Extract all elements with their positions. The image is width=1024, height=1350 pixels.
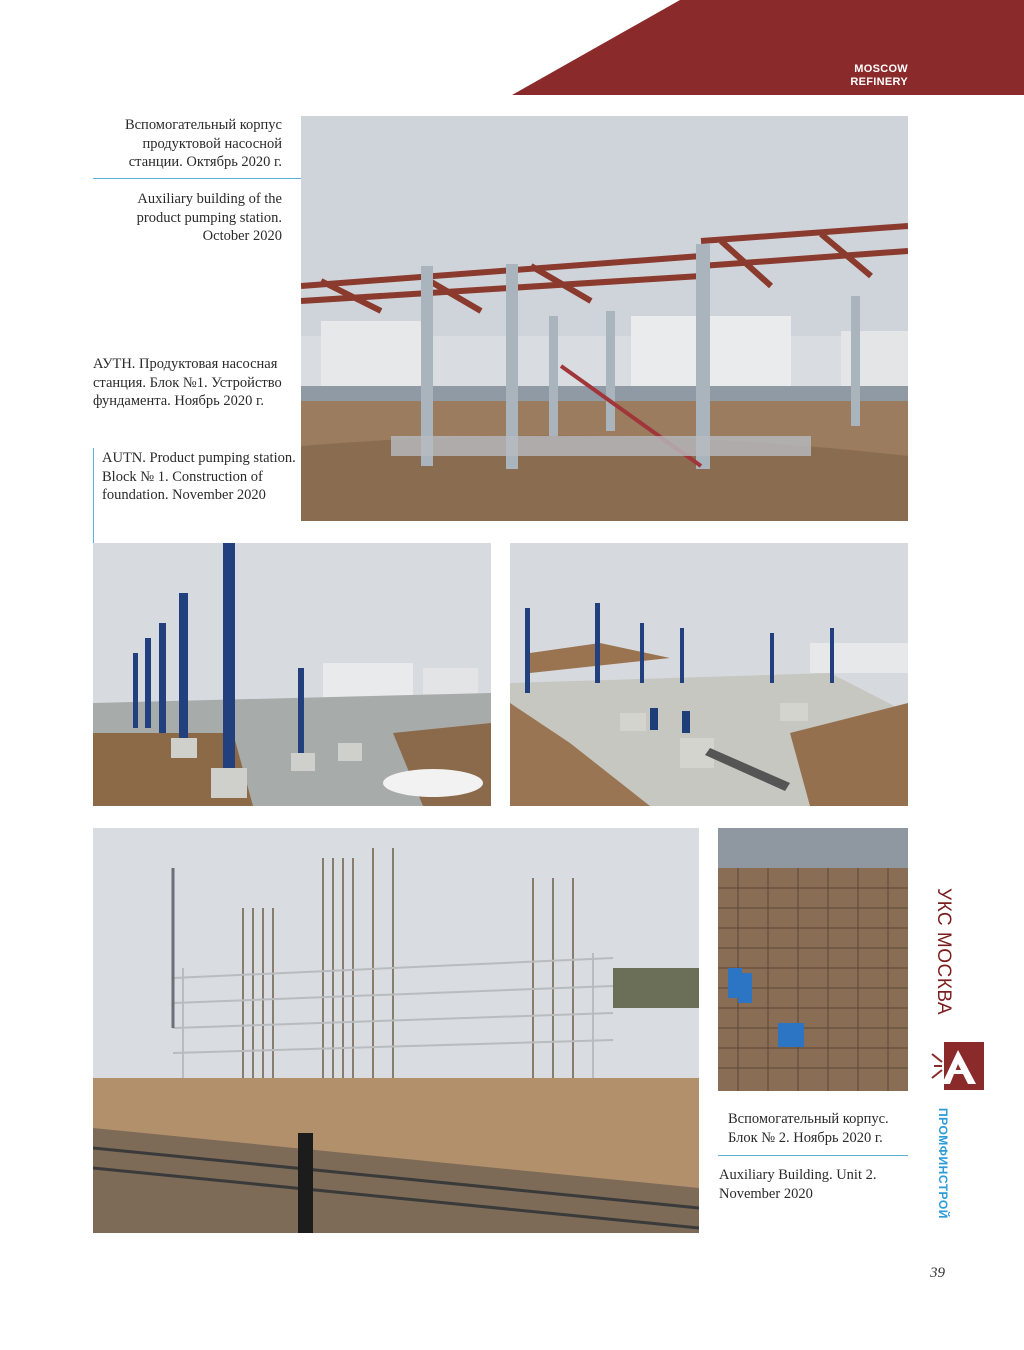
section-label-line2: REFINERY <box>850 76 908 88</box>
photo-rebar-scaffolding <box>93 828 699 1233</box>
sidebar-title: УКС МОСКВА <box>933 888 954 1016</box>
caption-aux-building-en: Auxiliary building of the product pumping station. October 2020 <box>136 191 282 244</box>
photo-rebar-mesh-workers <box>718 828 908 1091</box>
caption-divider <box>718 1155 908 1156</box>
brand-wordmark: ПРОМФИНСТРОЙ <box>936 1108 950 1219</box>
caption-autn-ru: АУТН. Продуктовая насосная станция. Блок №1. Устройство фундамента. Ноябрь 2020 г. <box>93 356 282 409</box>
caption-unit2-en: Auxiliary Building. Unit 2. November 2020 <box>719 1167 877 1202</box>
caption-autn-en: AUTN. Product pumping station. Block № 1. Construction of foundation. November 2020 <box>102 450 296 503</box>
section-label <box>850 63 908 89</box>
section-label-line1: MOSCOW <box>854 63 908 75</box>
photo-pipe-rack <box>301 116 908 521</box>
caption-aux-building-ru: Вспомогательный корпус продуктовой насосной станции. Октябрь 2020 г. <box>124 117 282 170</box>
photo-concrete-slab-workers <box>510 543 908 806</box>
caption-vertical-rule <box>93 448 94 543</box>
caption-unit2-ru: Вспомогательный корпус. Блок № 2. Ноябрь 2020 г. <box>728 1111 889 1146</box>
caption-divider <box>93 178 301 179</box>
promfinstroy-logo-icon <box>930 1040 986 1094</box>
page-number: 39 <box>930 1265 945 1281</box>
photo-foundation-columns <box>93 543 491 806</box>
